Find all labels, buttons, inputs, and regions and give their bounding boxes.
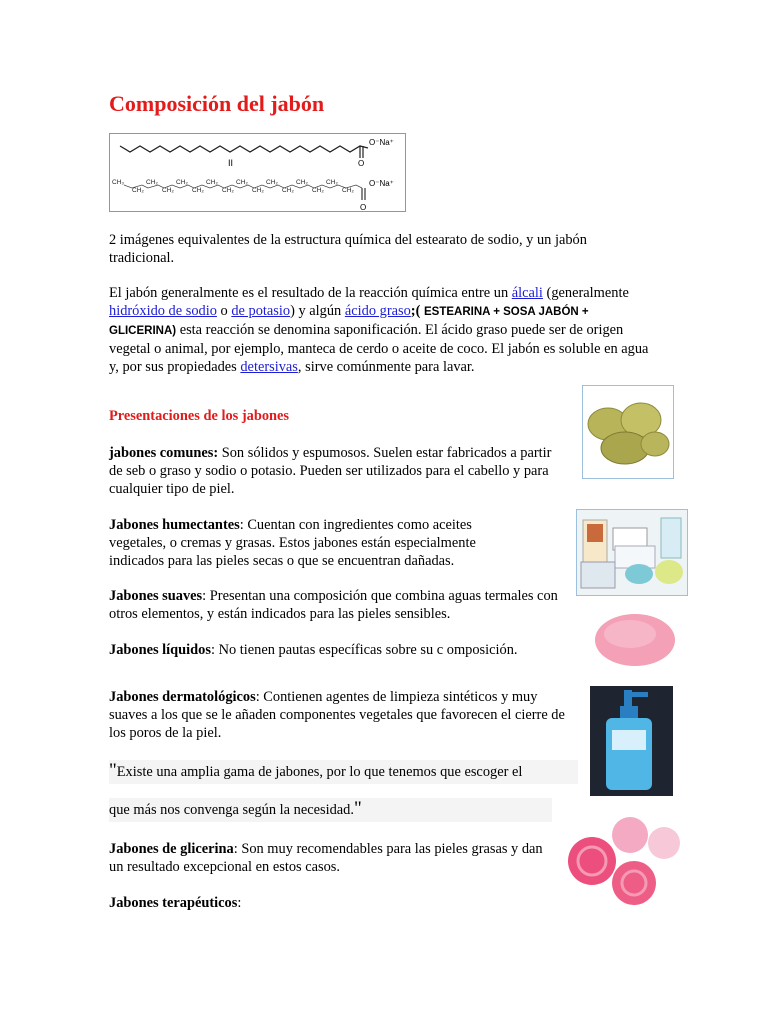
link-alcali[interactable]: álcali xyxy=(511,285,543,301)
formula-drawing xyxy=(110,134,405,211)
equivalence-mark: II xyxy=(228,158,234,168)
image-olive-soaps xyxy=(582,385,674,479)
svg-text:CH₂: CH₂ xyxy=(192,187,204,194)
link-acido-graso[interactable]: ácido graso xyxy=(344,303,411,319)
section-heading: Presentaciones de los jabones xyxy=(109,408,290,424)
svg-text:CH₂: CH₂ xyxy=(342,187,354,194)
svg-text:CH₂: CH₂ xyxy=(266,179,278,186)
link-hidroxido-de-sodio[interactable]: hidróxido de sodio xyxy=(109,303,217,319)
item-jabones-humectantes: Jabones humectantes: Cuentan con ingredientes como aceites vegetales, o cremas y grasas. Estos jabones están especialmente indicados para las pieles secas o que se encuentran dañadas. xyxy=(109,517,476,569)
link-de-potasio[interactable]: de potasio xyxy=(231,303,291,319)
svg-text:CH₂: CH₂ xyxy=(222,187,234,194)
svg-text:CH₂: CH₂ xyxy=(312,187,324,194)
image-glycerin-soaps xyxy=(564,813,687,908)
bottom-anion-label: O⁻Na⁺ xyxy=(369,179,394,188)
item-jabones-terapeuticos: Jabones terapéuticos: xyxy=(109,895,242,911)
svg-text:CH₂: CH₂ xyxy=(176,179,188,186)
svg-text:CH₂: CH₂ xyxy=(206,179,218,186)
quote-line-1: "Existe una amplia gama de jabones, por lo que tenemos que escoger el xyxy=(109,760,578,784)
svg-text:CH₂: CH₂ xyxy=(132,187,144,194)
svg-text:CH₂: CH₂ xyxy=(282,187,294,194)
item-jabones-liquidos: Jabones líquidos: No tienen pautas específicas sobre su c omposición. xyxy=(109,642,518,658)
svg-text:CH₂: CH₂ xyxy=(162,187,174,194)
link-detersivas[interactable]: detersivas xyxy=(240,359,298,375)
quote-line-2: que más nos convenga según la necesidad." xyxy=(109,798,552,822)
page-title: Composición del jabón xyxy=(109,91,325,116)
image-liquid-soap-bottle xyxy=(590,686,673,796)
item-jabones-comunes: jabones comunes: Son sólidos y espumosos. Suelen estar fabricados a partir de seb o graso y sodio o potasio. Pueden ser utilizados para el cabello y para cualquier tipo de piel. xyxy=(109,445,552,497)
svg-text:CH₂: CH₂ xyxy=(296,179,308,186)
svg-text:CH₂: CH₂ xyxy=(236,179,248,186)
image-pink-soap xyxy=(590,604,680,674)
svg-text:CH₂: CH₂ xyxy=(252,187,264,194)
figure-caption: 2 imágenes equivalentes de la estructura química del estearato de sodio, y un jabón tradicional. xyxy=(109,232,587,266)
svg-text:CH₂: CH₂ xyxy=(326,179,338,186)
item-jabones-dermatologicos: Jabones dermatológicos: Contienen agentes de limpieza sintéticos y muy suaves a los que se le añaden componentes vegetales que favorecen el cierre de los poros de la piel. xyxy=(109,689,565,741)
image-moisturizing-soaps xyxy=(576,509,688,596)
svg-text:CH₂: CH₂ xyxy=(146,179,158,186)
item-jabones-de-glicerina: Jabones de glicerina: Son muy recomendables para las pieles grasas y dan un resultado excepcional en estos casos. xyxy=(109,841,543,875)
stearate-formula-figure xyxy=(109,133,406,212)
ch3-label: CH₃ xyxy=(112,179,125,186)
intro-paragraph: El jabón generalmente es el resultado de la reacción química entre un álcali (generalmente hidróxido de sodio o de potasio) y algún ácido graso;( ESTEARINA + SOSA JABÓN + GLICERINA) esta reacción se denomina saponificación. El ácido graso puede ser de origen vegetal o animal, por ejemplo, manteca de cerdo o aceite de coco. El jabón es soluble en agua y, por sus propiedades detersivas, sirve comúnmente para lavar. xyxy=(109,285,649,375)
item-jabones-suaves: Jabones suaves: Presentan una composición que combina aguas termales con otros elementos, y están indicados para las pieles sensibles. xyxy=(109,588,558,622)
bottom-oxygen-label: O xyxy=(360,203,367,211)
reaction-equation: ESTEARINA + SOSA JABÓN + GLICERINA) xyxy=(109,306,589,337)
top-chain xyxy=(120,146,368,152)
top-oxygen-label: O xyxy=(358,159,365,168)
top-anion-label: O⁻Na⁺ xyxy=(369,138,394,147)
